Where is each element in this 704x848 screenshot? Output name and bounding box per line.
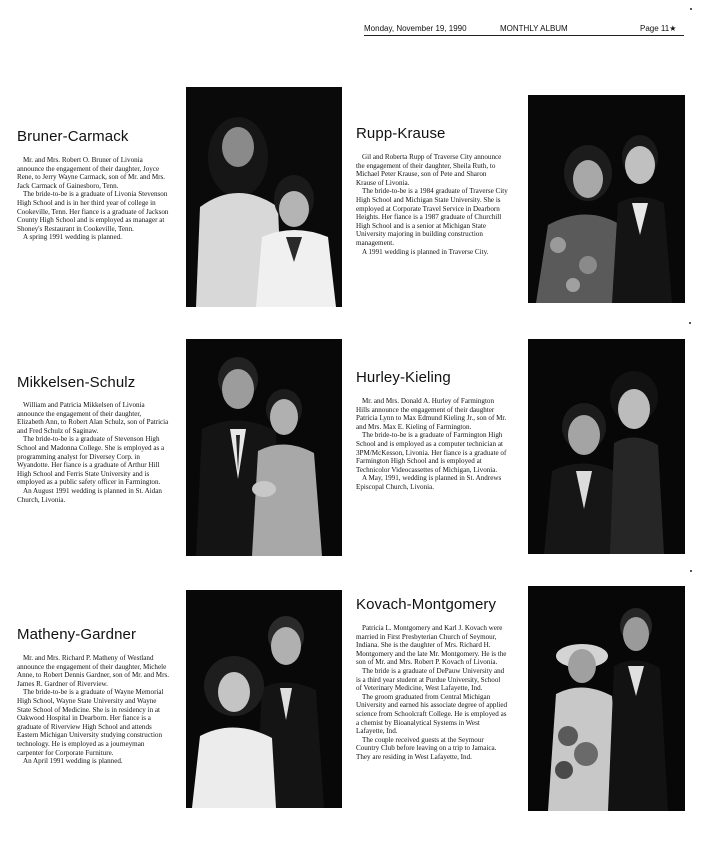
announcement-title: Matheny-Gardner — [17, 626, 137, 643]
announcement-title: Rupp-Krause — [356, 125, 446, 142]
announcement-title: Bruner-Carmack — [17, 128, 129, 145]
paragraph: Mr. and Mrs. Richard P. Matheny of Westland announce the engagement of their daughter, Michele Anne, to Robert Dennis Gardner, son of Mr. and Mrs. James R. Gardner of Riverview. — [17, 654, 170, 688]
header-date: Monday, November 19, 1990 — [364, 24, 467, 33]
paragraph: Mr. and Mrs. Robert O. Bruner of Livonia announce the engagement of their daughter, Joyce Rene, to Jerry Wayne Carmack, son of Mr. and Mrs. Jack Carmack of Gainesboro, Tenn. — [17, 156, 166, 190]
paragraph: A May, 1991, wedding is planned in St. Andrews Episcopal Church, Livonia. — [356, 474, 502, 491]
announcement-text — [356, 624, 508, 762]
header-rule — [364, 35, 684, 36]
paragraph: A spring 1991 wedding is planned. — [23, 233, 122, 242]
paragraph: The bride-to-be is a graduate of Wayne Memorial High School, Wayne State University and Wayne State School of Medicine. She is in residency in at Oakwood Hospital in Dearborn. Her fiance is a graduate of Riverview High School and attends Eastern Michigan University studying construction technology. He is employed as a journeyman carpenter for Corporate Furniture. — [17, 688, 164, 757]
announcement-title: Kovach-Montgomery — [356, 596, 497, 613]
engagement-photo — [186, 87, 342, 307]
paragraph: The couple received guests at the Seymour Country Club before leaving on a trip to Jamaica. They are residing in West Lafayette, Ind. — [356, 735, 497, 761]
announcement-text — [356, 397, 508, 492]
paragraph: William and Patricia Mikkelsen of Livonia announce the engagement of their daughter, Elizabeth Ann, to Robert Alan Schulz, son of Patricia and Fred Schulz of Saginaw. — [17, 401, 169, 435]
announcement-text — [17, 401, 169, 504]
print-speck — [690, 8, 692, 10]
announcement-text — [17, 654, 169, 766]
header-page: Page 11★ — [640, 24, 677, 33]
paragraph: The bride-to-be is a graduate of Livonia Stevenson High School and is in her third year of college in Cookeville, Tenn. Her fiance is a graduate of Jackson County High School and is employed as manager at Shoney's Restaurant in Cookeville, Tenn. — [17, 190, 169, 233]
paragraph: An April 1991 wedding is planned. — [23, 757, 123, 766]
announcement-text — [17, 156, 169, 242]
engagement-photo — [528, 339, 685, 554]
wedding-photo — [528, 586, 685, 811]
paragraph: The groom graduated from Central Michigan University and earned his associate degree of applied science from Schoolcraft College. He is employed as a chemist by Bioanalytical Systems in West Lafayette, Ind. — [356, 692, 508, 736]
announcement-text — [356, 153, 508, 256]
engagement-photo — [186, 590, 342, 808]
print-speck — [690, 570, 692, 572]
paragraph: An August 1991 wedding is planned in St. Aidan Church, Livonia. — [17, 486, 162, 504]
announcement-title: Mikkelsen-Schulz — [17, 374, 136, 391]
engagement-photo — [528, 95, 685, 303]
paragraph: The bride-to-be is a 1984 graduate of Traverse City High School and Michigan State University. She is employed at Corporate Travel Service in Dearborn Heights. Her fiance is a 1987 graduate of Churchill High School and is a senior at Michigan State University majoring in building construction management. — [356, 187, 508, 247]
paragraph: The bride-to-be is a graduate of Farmington High School and is employed as a computer technician at 3PM/McKesson, Livonia. Her fiance is a graduate of Farmington High School and is employed at Technicolor Videocassettes of Michigan, Livonia. — [356, 431, 507, 474]
paragraph: The bride is a graduate of DePauw University and is a third year student at Purdue University, School of Veterinary Medicine, West Lafayette, Ind. — [356, 666, 505, 693]
print-speck — [689, 322, 691, 324]
paragraph: Patricia L. Montgomery and Karl J. Kovach were married in First Presbyterian Church of Seymour, Indiana. She is the daughter of Mrs. Richard H. Montgomery and the late Mr. Montgomery. He is the son of Mr. and Mrs. Robert P. Kovach of Livonia. — [356, 624, 507, 667]
header-section: MONTHLY ALBUM — [500, 24, 568, 33]
announcement-title: Hurley-Kieling — [356, 369, 451, 386]
paragraph: The bride-to-be is a graduate of Stevenson High School and Madonna College. She is employed as a programming analyst for Diversey Corp. in Wyandotte. Her fiance is a graduate of Arthur Hill High School and Ferris State University and is employed as a public safety officer in Farmington. — [17, 435, 165, 487]
engagement-photo — [186, 339, 342, 556]
paragraph: A 1991 wedding is planned in Traverse City. — [362, 247, 489, 256]
paragraph: Gil and Roberta Rupp of Traverse City announce the engagement of their daughter, Sheila Ruth, to Michael Peter Krause, son of Pete and Sharon Krause of Livonia. — [356, 153, 502, 187]
paragraph: Mr. and Mrs. Donald A. Hurley of Farmington Hills announce the engagement of their daughter Patricia Lynn to Max Edmund Kieling Jr., son of Mr. and Mrs. Max E. Kieling of Farmington. — [356, 397, 507, 431]
